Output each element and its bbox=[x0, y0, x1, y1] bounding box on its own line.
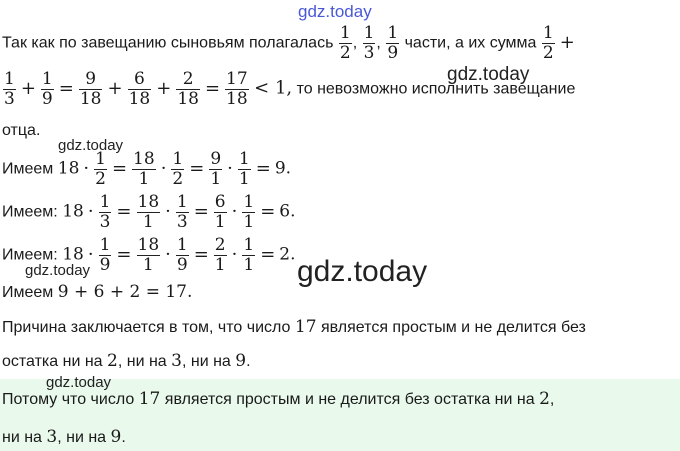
reason-line1: Причина заключается в том, что число 17 является простым и не делится без bbox=[2, 317, 586, 337]
watermark-left-2: gdz.today bbox=[25, 262, 91, 279]
answer-line2: ни на 3, ни на 9. bbox=[2, 427, 126, 447]
calc-result: 6. bbox=[279, 201, 296, 222]
fraction: $\frac{18}{1}$ bbox=[137, 235, 160, 275]
calc-result: 2. bbox=[279, 244, 296, 265]
para1-tail: то невозможно исполнить завещание bbox=[296, 80, 576, 98]
watermark-left: gdz.today bbox=[58, 137, 124, 154]
watermark-top: gdz.today bbox=[298, 2, 372, 21]
para1-line1: Так как по завещанию сыновьям полагалась $\frac{1}{2}$ , $\frac{1}{3}$ , $\frac{1}{9}$ части, а их сумма $\frac{1}{2}$ + bbox=[2, 23, 575, 63]
fraction: $\frac{1}{1}$ bbox=[243, 192, 255, 232]
calc-row-3: Имеем: 18 · $\frac{1}{9}$ = $\frac{18}{1}$ · $\frac{1}{9}$ = $\frac{2}{1}$ · $\frac{1}{1}$ = 2. bbox=[2, 235, 296, 275]
calc-label: Имеем: bbox=[2, 246, 58, 264]
total-label: Имеем bbox=[2, 284, 54, 301]
fraction: $\frac{1}{9}$ bbox=[176, 235, 188, 275]
fraction: $\frac{9}{1}$ bbox=[210, 149, 222, 189]
fraction: $\frac{18}{1}$ bbox=[133, 149, 155, 189]
para1-line3 bbox=[2, 122, 40, 140]
fraction: $\frac{1}{2}$ bbox=[339, 23, 351, 63]
fraction: $\frac{1}{9}$ bbox=[99, 235, 111, 275]
calc-number: 18 bbox=[62, 201, 84, 222]
fraction: $\frac{18}{1}$ bbox=[137, 192, 160, 232]
calc-result: 9. bbox=[274, 158, 292, 179]
calc-label: Имеем bbox=[2, 160, 54, 178]
total-expression: 9 + 6 + 2 = 17. bbox=[57, 282, 193, 302]
fraction: $\frac{9}{18}$ bbox=[79, 69, 102, 109]
calc-row-2: Имеем: 18 · $\frac{1}{3}$ = $\frac{18}{1}$ · $\frac{1}{3}$ = $\frac{6}{1}$ · $\frac{1}{1}$ = 6. bbox=[2, 192, 296, 232]
fraction: $\frac{1}{3}$ bbox=[99, 192, 111, 232]
watermark-answer: gdz.today bbox=[46, 374, 112, 391]
answer-line1: Потому что число 17 является простым и не делится без остатка ни на 2, bbox=[2, 389, 555, 409]
fraction: $\frac{1}{1}$ bbox=[238, 149, 250, 189]
fraction: $\frac{1}{1}$ bbox=[243, 235, 255, 275]
calc-number: 18 bbox=[57, 158, 80, 179]
fraction: $\frac{2}{1}$ bbox=[214, 235, 226, 275]
total-line bbox=[2, 282, 192, 302]
calc-number: 18 bbox=[62, 244, 84, 265]
fraction: $\frac{1}{2}$ bbox=[542, 23, 554, 63]
para1-mid: части, а их сумма bbox=[404, 34, 537, 52]
para1-end: отца. bbox=[2, 122, 41, 139]
fraction: $\frac{1}{9}$ bbox=[41, 69, 53, 109]
fraction: $\frac{6}{18}$ bbox=[128, 69, 151, 109]
calc-row-1: Имеем 18 · $\frac{1}{2}$ = $\frac{18}{1}$ · $\frac{1}{2}$ = $\frac{9}{1}$ · $\frac{1}{1}$ = 9. bbox=[2, 149, 292, 189]
fraction: $\frac{17}{18}$ bbox=[226, 69, 248, 109]
fraction: $\frac{1}{9}$ bbox=[387, 23, 399, 63]
watermark-right: gdz.today bbox=[447, 64, 530, 85]
para1-intro: Так как по завещанию сыновьям полагалась bbox=[2, 34, 334, 52]
fraction: $\frac{1}{2}$ bbox=[95, 149, 106, 189]
fraction: $\frac{2}{18}$ bbox=[177, 69, 199, 109]
fraction: $\frac{1}{3}$ bbox=[176, 192, 188, 232]
para1-line2: $\frac{1}{3}$ + $\frac{1}{9}$ = $\frac{9}{18}$ + $\frac{6}{18}$ + $\frac{2}{18}$ = $\frac{17}{18}$ < 1, то невозможно исполнить завещание bbox=[4, 69, 576, 109]
fraction: $\frac{1}{2}$ bbox=[172, 149, 184, 189]
fraction: $\frac{6}{1}$ bbox=[214, 192, 226, 232]
watermark-large: gdz.today bbox=[297, 255, 428, 288]
less-than-one: < 1, bbox=[254, 77, 293, 99]
reason-line2: остатка ни на 2, ни на 3, ни на 9. bbox=[2, 351, 251, 371]
fraction: $\frac{1}{3}$ bbox=[4, 69, 15, 109]
calc-label: Имеем: bbox=[2, 203, 58, 221]
fraction: $\frac{1}{3}$ bbox=[363, 23, 375, 63]
